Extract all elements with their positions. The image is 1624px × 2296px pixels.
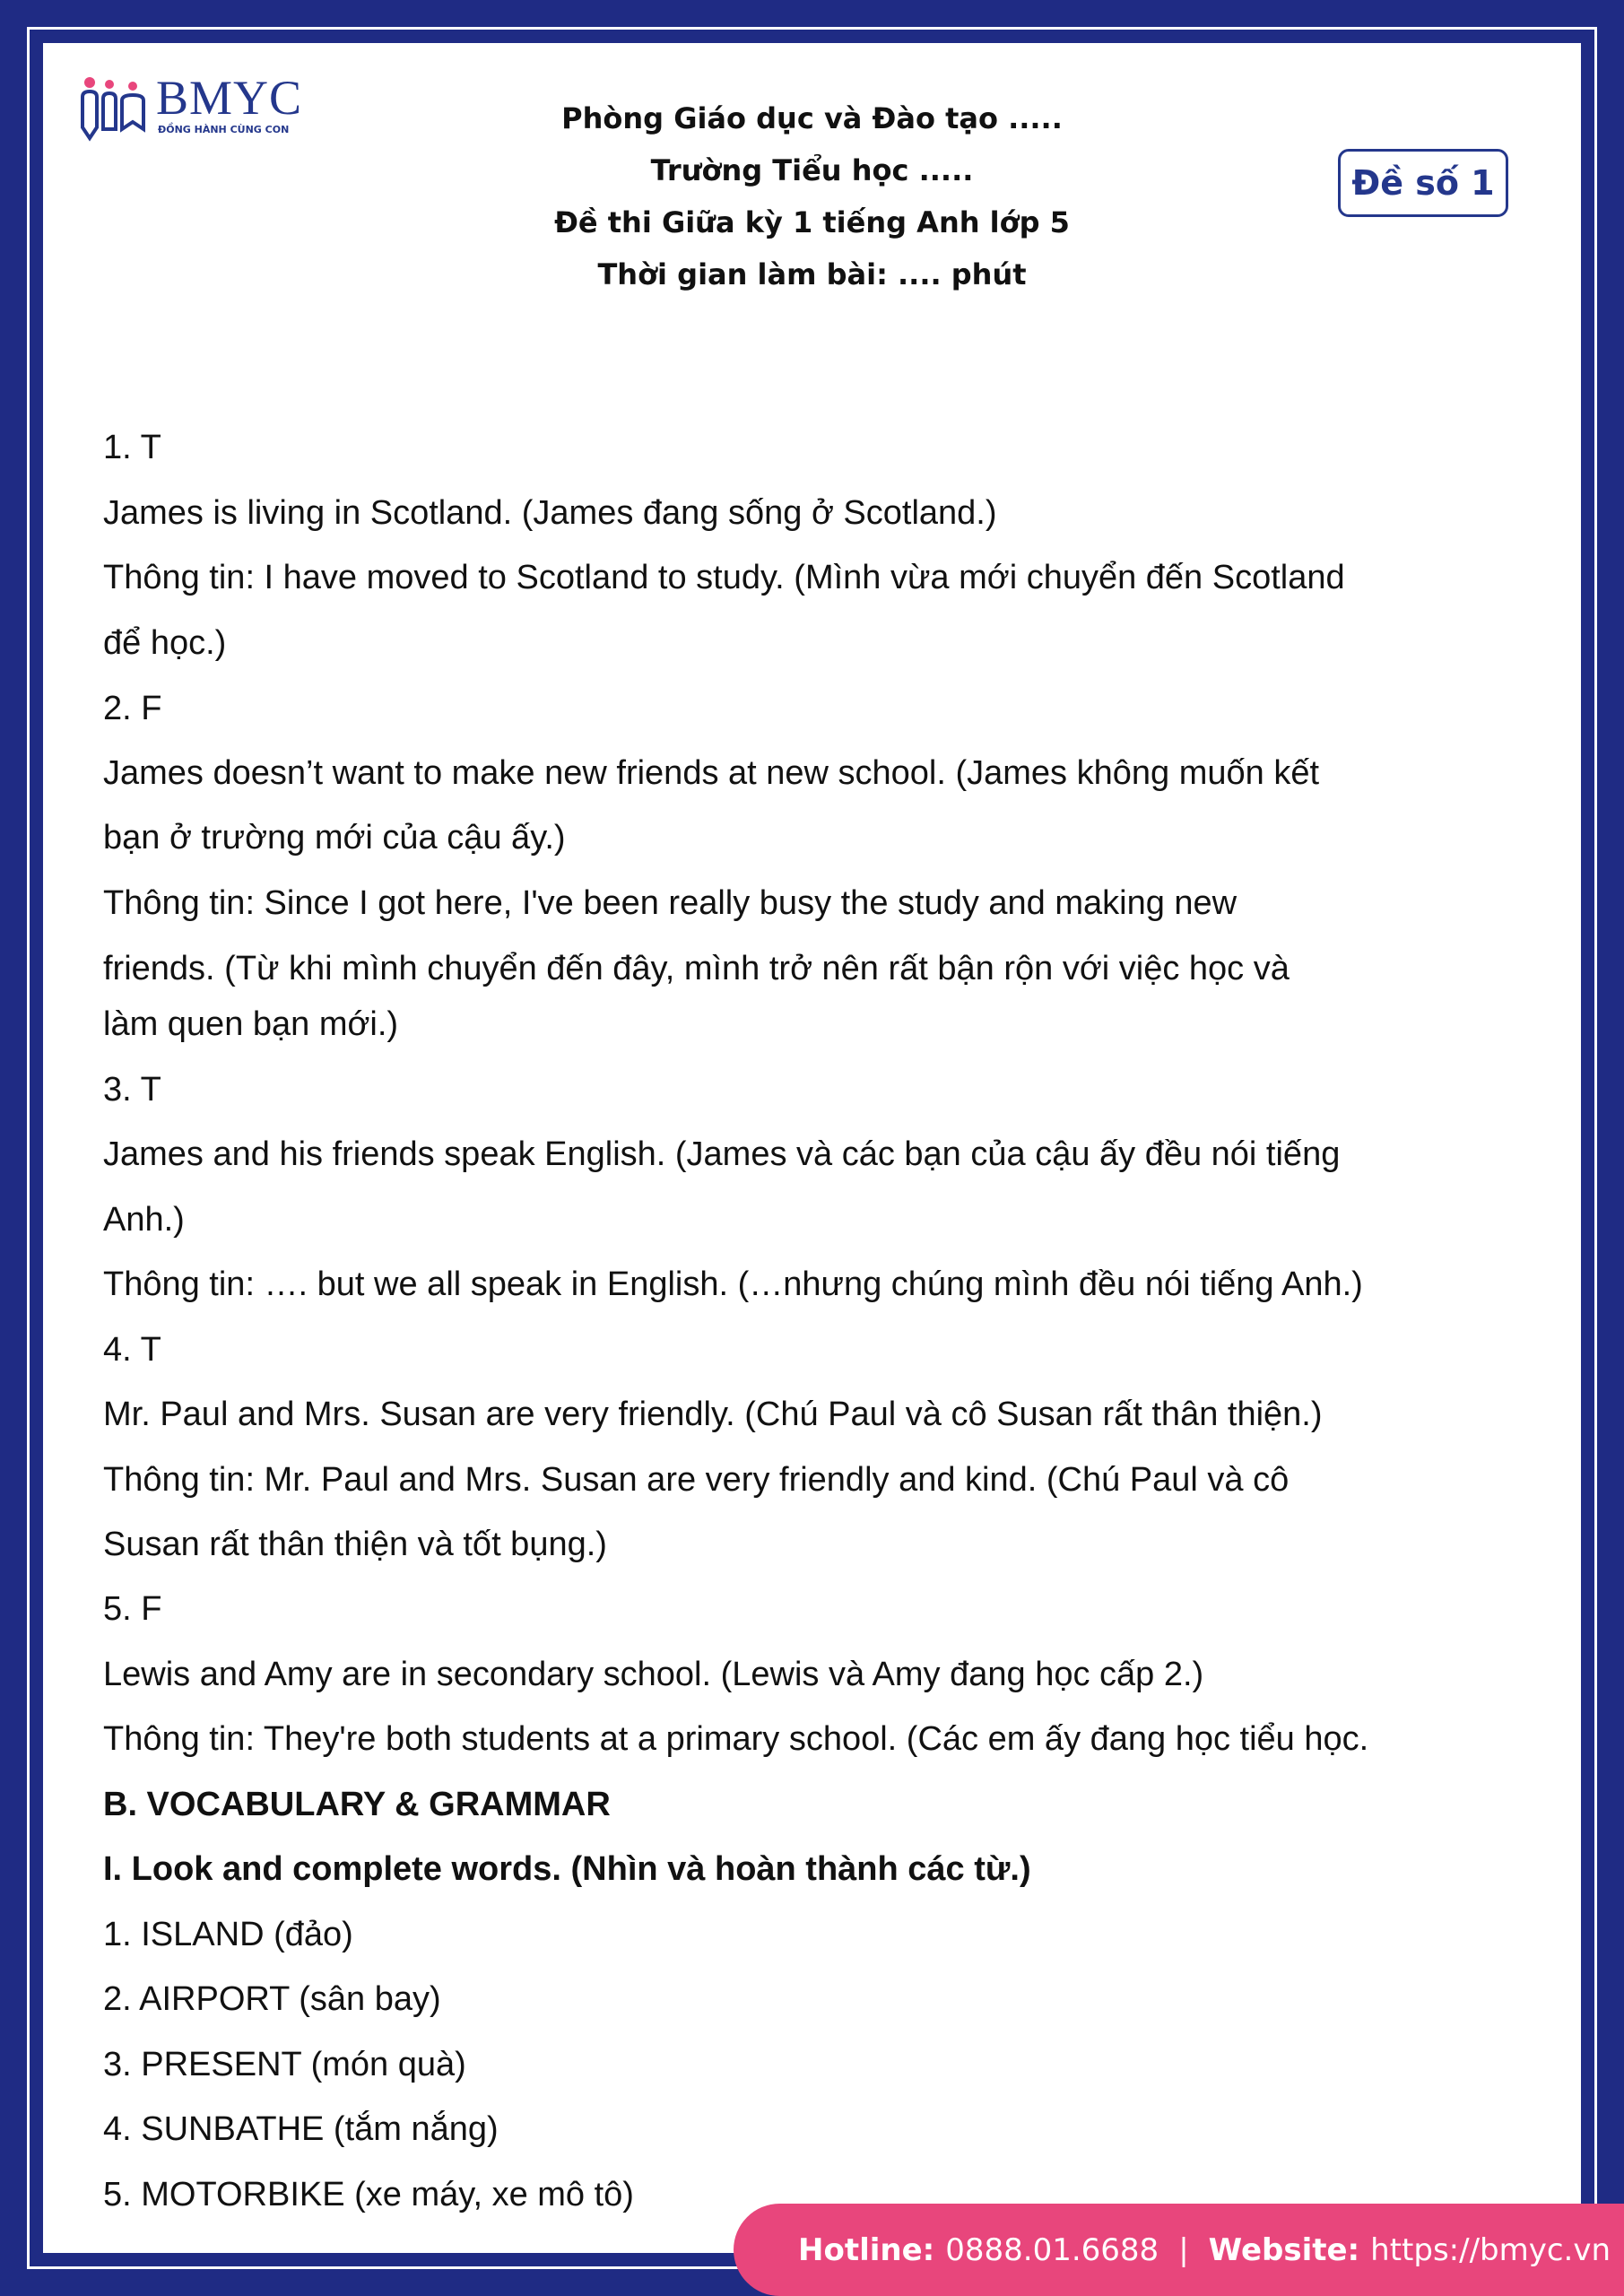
text-line: Anh.): [103, 1201, 185, 1239]
text-line: James is living in Scotland. (James đang sống ở Scotland.): [103, 494, 997, 532]
exam-title: Đề thi Giữa kỳ 1 tiếng Anh lớp 5: [554, 205, 1070, 239]
logo-wordmark: BMYC: [156, 71, 303, 125]
website-link[interactable]: https://bmyc.vn: [1370, 2231, 1611, 2268]
text-line: 5. F: [103, 1590, 162, 1628]
text-line: 5. MOTORBIKE (xe máy, xe mô tô): [103, 2176, 634, 2213]
text-line: Thông tin: I have moved to Scotland to study. (Mình vừa mới chuyển đến Scotland: [103, 559, 1345, 596]
website-label: Website:: [1208, 2231, 1360, 2268]
text-line: 2. AIRPORT (sân bay): [103, 1980, 441, 2018]
text-line: Mr. Paul and Mrs. Susan are very friendly. (Chú Paul và cô Susan rất thân thiện.): [103, 1396, 1323, 1433]
text-line: Thông tin: They're both students at a primary school. (Các em ấy đang học tiểu học.: [103, 1720, 1369, 1758]
text-line: 4. T: [103, 1331, 161, 1369]
text-line: bạn ở trường mới của cậu ấy.): [103, 819, 566, 857]
text-line: 3. PRESENT (món quà): [103, 2046, 466, 2083]
text-line: James and his friends speak English. (James và các bạn của cậu ấy đều nói tiếng: [103, 1135, 1341, 1173]
text-line: Thông tin: Since I got here, I've been really busy the study and making new: [103, 884, 1238, 922]
section-heading: B. VOCABULARY & GRAMMAR: [103, 1786, 611, 1823]
text-line: Lewis and Amy are in secondary school. (Lewis và Amy đang học cấp 2.): [103, 1656, 1204, 1693]
text-line: để học.): [103, 624, 227, 662]
document-page: [43, 43, 1581, 2253]
text-line: 1. ISLAND (đảo): [103, 1916, 353, 1953]
text-line: làm quen bạn mới.): [103, 1005, 399, 1043]
text-line: Thông tin: …. but we all speak in English. (…nhưng chúng mình đều nói tiếng Anh.): [103, 1265, 1363, 1303]
school-name: Trường Tiểu học .....: [650, 153, 974, 187]
text-line: 2. F: [103, 690, 162, 727]
department-name: Phòng Giáo dục và Đào tạo .....: [561, 101, 1063, 135]
exam-number-badge: Đề số 1: [1338, 149, 1508, 217]
text-line: 1. T: [103, 429, 161, 466]
exercise-heading: I. Look and complete words. (Nhìn và hoàn thành các từ.): [103, 1850, 1031, 1888]
text-line: Thông tin: Mr. Paul and Mrs. Susan are very friendly and kind. (Chú Paul và cô: [103, 1461, 1290, 1499]
text-line: James doesn’t want to make new friends at new school. (James không muốn kết: [103, 754, 1320, 792]
hotline-number[interactable]: 0888.01.6688: [945, 2231, 1159, 2268]
hotline-label: Hotline:: [798, 2231, 935, 2268]
footer-separator: |: [1178, 2231, 1189, 2268]
logo-tagline: ĐỒNG HÀNH CÙNG CON: [158, 124, 290, 135]
text-line: 3. T: [103, 1071, 161, 1109]
text-line: friends. (Từ khi mình chuyển đến đây, mình trở nên rất bận rộn với việc học và: [103, 950, 1290, 987]
text-line: Susan rất thân thiện và tốt bụng.): [103, 1526, 607, 1563]
exam-time: Thời gian làm bài: .... phút: [597, 257, 1027, 291]
contact-footer: [734, 2204, 1624, 2296]
text-line: 4. SUNBATHE (tắm nắng): [103, 2110, 499, 2148]
